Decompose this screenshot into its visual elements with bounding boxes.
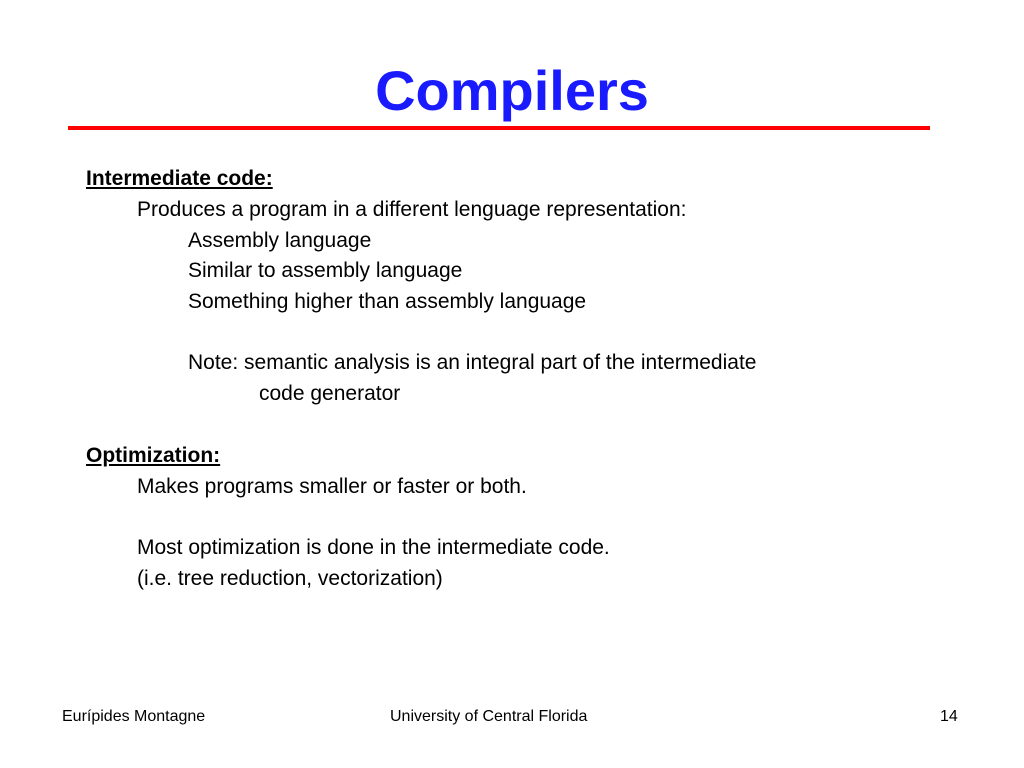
footer-institution: University of Central Florida (390, 708, 588, 725)
intermediate-line-note: Note: semantic analysis is an integral part of the intermediate (188, 351, 757, 374)
optimization-line-makes: Makes programs smaller or faster or both. (137, 475, 527, 498)
section-heading-intermediate-code: Intermediate code: (86, 167, 273, 190)
footer-page-number: 14 (940, 708, 958, 725)
intermediate-line-similar: Similar to assembly language (188, 259, 463, 282)
optimization-line-examples: (i.e. tree reduction, vectorization) (137, 567, 443, 590)
title-underline-rule (68, 126, 930, 130)
intermediate-line-note-continued: code generator (259, 382, 401, 405)
intermediate-line-produces: Produces a program in a different lenguage representation: (137, 198, 687, 221)
section-heading-optimization: Optimization: (86, 444, 221, 467)
intermediate-line-assembly: Assembly language (188, 229, 372, 252)
footer-author: Eurípides Montagne (62, 708, 206, 725)
intermediate-line-higher: Something higher than assembly language (188, 290, 587, 313)
slide-title: Compilers (375, 59, 649, 122)
optimization-line-most: Most optimization is done in the intermediate code. (137, 536, 610, 559)
